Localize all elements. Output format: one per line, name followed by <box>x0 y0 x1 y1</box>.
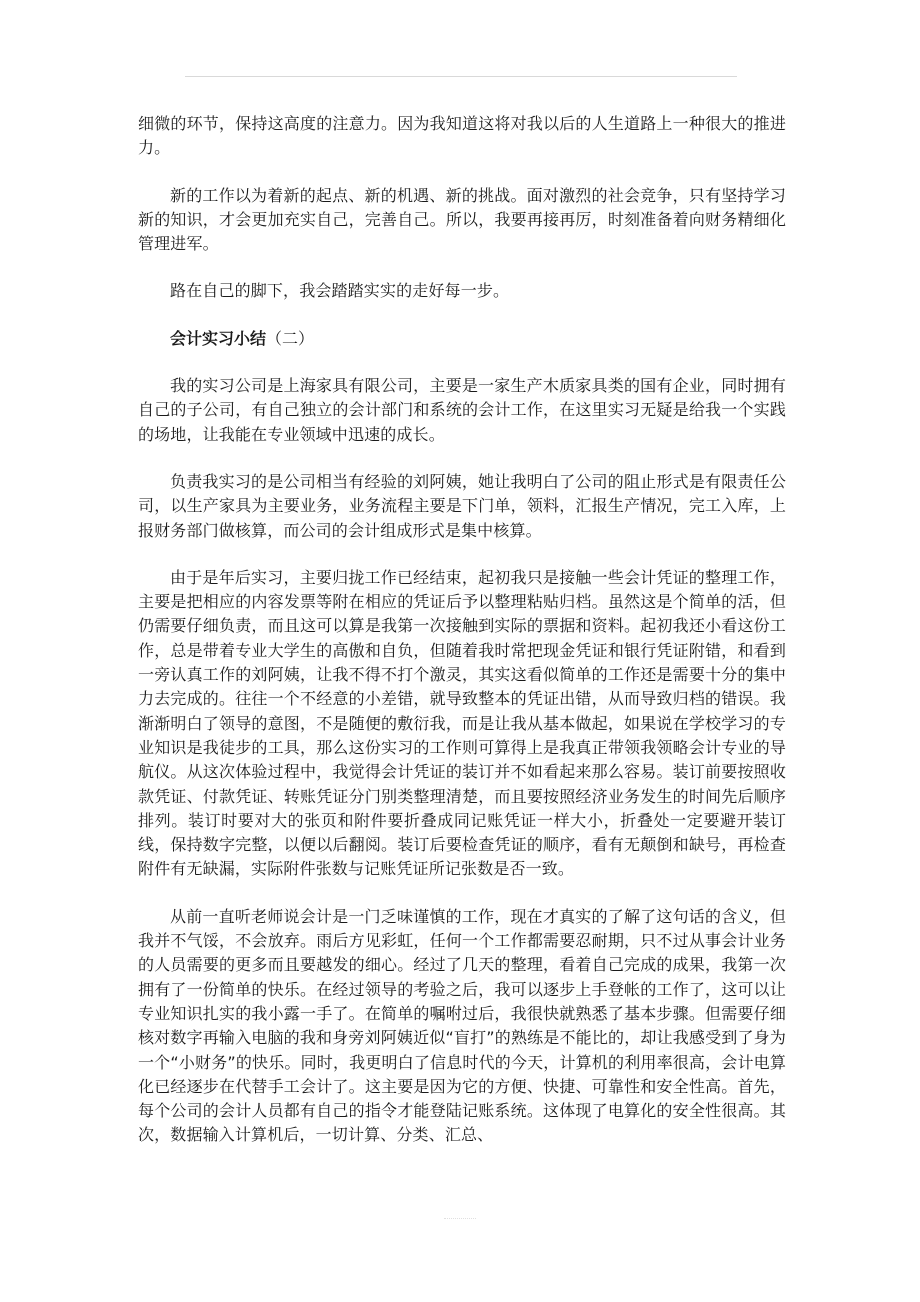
paragraph-1: 细微的环节，保持这高度的注意力。因为我知道这将对我以后的人生道路上一种很大的推进力。 <box>138 114 786 158</box>
paragraph-5: 负责我实习的是公司相当有经验的刘阿姨，她让我明白了公司的阻止形式是有限责任公司，以生产家具为主要业务，业务流程主要是下门单，领料，汇报生产情况，完工入库，上报财务部门做核算，而公司的会计组成形式是集中核算。 <box>138 471 786 540</box>
paragraph-3: 路在自己的脚下，我会踏踏实实的走好每一步。 <box>170 281 510 301</box>
paragraph-6: 由于是年后实习，主要归拢工作已经结束，起初我只是接触一些会计凭证的整理工作，主要是把相应的内容发票等附在相应的凭证后予以整理粘贴归档。虽然这是个简单的活，但仍需要仔细负责，而且这可以算是我第一次接触到实际的票据和资料。起初我还小看这份工作，总是带着专业大学生的高傲和自负，但随着我时常把现金凭证和银行凭证附错，和看到一旁认真工作的刘阿姨，让我不得不打个激灵，其实这看似简单的工作还是需要十分的集中力去完成的。往往一个不经意的小差错，就导致整本的凭证出错，从而导致归档的错误。我渐渐明白了领导的意图，不是随便的敷衍我，而是让我从基本做起，如果说在学校学习的专业知识是我徒步的工具，那么这份实习的工作则可算得上是我真正带领我领略会计专业的导航仪。从这次体验过程中，我觉得会计凭证的装订并不如看起来那么容易。装订前要按照收款凭证、付款凭证、转账凭证分门别类整理清楚，而且要按照经济业务发生的时间先后顺序排列。装订时要对大的张页和附件要折叠成同记账凭证一样大小，折叠处一定要避开装订线，保持数字完整，以便以后翻阅。装订后要检查凭证的顺序，看有无颠倒和缺号，再检查附件有无缺漏，实际附件张数与记账凭证所记张数是否一致。 <box>138 567 786 879</box>
section-heading <box>138 327 786 351</box>
paragraph-4: 我的实习公司是上海家具有限公司，主要是一家生产木质家具类的国有企业，同时拥有自己的子公司，有自己独立的会计部门和系统的会计工作，在这里实习无疑是给我一个实践的场地，让我能在专业领域中迅速的成长。 <box>138 376 786 444</box>
section-heading-number: （二） <box>266 328 315 348</box>
header-rule <box>185 76 737 77</box>
document-body <box>138 112 786 1171</box>
paragraph-2: 新的工作以为着新的起点、新的机遇、新的挑战。面对激烈的社会竞争，只有坚持学习新的知识，才会更加充实自己，完善自己。所以，我要再接再厉，时刻准备着向财务精细化管理进军。 <box>138 185 786 254</box>
section-heading-title: 会计实习小结 <box>170 328 267 348</box>
footer-mark <box>444 1218 476 1219</box>
paragraph-7: 从前一直听老师说会计是一门乏味谨慎的工作，现在才真实的了解了这句话的含义，但我并不气馁，不会放弃。雨后方见彩虹，任何一个工作都需要忍耐期，只不过从事会计业务的人员需要的更多而且要越发的细心。经过了几天的整理，看着自己完成的成果，我第一次拥有了一份简单的快乐。在经过领导的考验之后，我可以逐步上手登帐的工作了，这可以让专业知识扎实的我小露一手了。在简单的嘱咐过后，我很快就熟悉了基本步骤。但需要仔细核对数字再输入电脑的我和身旁刘阿姨近似“盲打”的熟练是不能比的，却让我感受到了身为一个“小财务”的快乐。同时，我更明白了信息时代的今天，计算机的利用率很高，会计电算化已经逐步在代替手工会计了。这主要是因为它的方便、快捷、可靠性和安全性高。首先，每个公司的会计人员都有自己的指令才能登陆记账系统。这体现了电算化的安全性很高。其次，数据输入计算机后，一切计算、分类、汇总、 <box>138 906 786 1145</box>
